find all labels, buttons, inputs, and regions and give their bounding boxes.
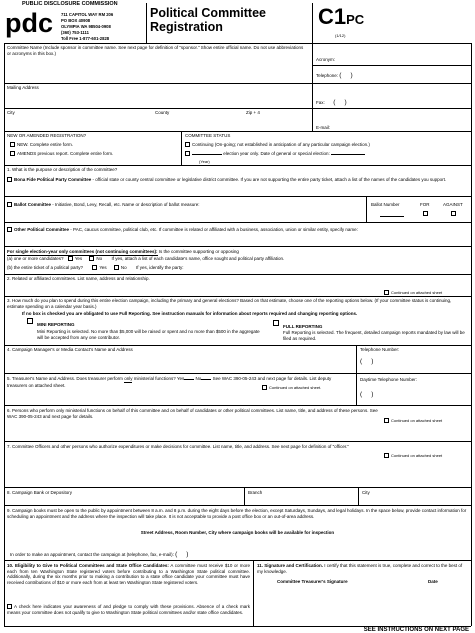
form-code-suffix: PC	[346, 12, 365, 27]
q5-attached-label: Continued on attached sheet.	[269, 385, 322, 390]
form-code-main: C1	[318, 4, 347, 29]
telephone-label: Telephone:	[316, 73, 339, 78]
q5-attached-checkbox[interactable]	[262, 385, 267, 390]
ballot-option[interactable]	[7, 202, 200, 208]
city-label: City	[7, 110, 15, 115]
fax-area-code: ( )	[326, 99, 347, 106]
election-year-option[interactable]	[185, 151, 365, 157]
year-label: (Year)	[199, 159, 210, 164]
new-checkbox[interactable]	[10, 142, 15, 147]
q6-attached-checkbox[interactable]	[384, 418, 389, 423]
fax-label: Fax:	[316, 100, 325, 105]
q9-contact[interactable]	[10, 551, 188, 559]
q5-only: only	[124, 376, 133, 381]
q5-daytime-phone[interactable]	[360, 377, 417, 399]
q-b-label: (b) the entire ticket of a political party?	[7, 265, 84, 270]
other-title: Other Political Committee	[14, 227, 70, 232]
pdc-logo	[4, 10, 60, 40]
bona-fide-title: Bona Fide Political Party Committee	[14, 177, 92, 182]
full-text: Full Reporting is selected. The frequent, detailed campaign reports mandated by law will be filed as required.	[283, 330, 465, 341]
bona-fide-checkbox[interactable]	[7, 177, 12, 182]
q7-attached[interactable]	[384, 453, 442, 458]
new-option[interactable]	[10, 142, 73, 148]
election-year-label: election year only. Date of general or special election:	[223, 151, 330, 156]
form-title-line2: Registration	[150, 20, 223, 34]
full-title: FULL REPORTING	[283, 324, 323, 329]
ballot-text: - Initiative, Bond, Levy, Recall, etc. Name or description of ballot measure:	[52, 202, 200, 207]
q5-see: See WAC 390-05-243 and next page for details. List deputy treasurers on attached sheet.	[7, 376, 332, 388]
amends-checkbox[interactable]	[10, 151, 15, 156]
mini-text: Mini Reporting is selected. No more than $5,000 will be raised or spent and no more than $500 in the aggregate will be accepted from any one contributor.	[37, 329, 260, 340]
ballot-checkbox[interactable]	[7, 202, 12, 207]
svg-text:pdc: pdc	[5, 10, 54, 38]
agency-address	[61, 12, 113, 42]
single-text: Is the committee supporting or opposing	[158, 249, 239, 254]
against-label: AGAINST	[443, 202, 463, 207]
email-label: E-mail:	[316, 125, 331, 130]
address-line: Toll Free 1-877-601-2828	[61, 36, 110, 42]
q10-title: 10. Eligibility to Give to Political Committees and State Office Candidates:	[7, 563, 169, 568]
address-line: PO BOX 40908	[61, 18, 91, 24]
full-reporting-box[interactable]	[273, 320, 279, 326]
q5-yes-input[interactable]	[184, 379, 194, 380]
q-a-hint: If yes, attach a list of each candidate's name, office sought and political party affiliation.	[111, 256, 285, 261]
q5-attached[interactable]	[262, 385, 321, 390]
q5-text2: ministerial functions?	[133, 376, 176, 381]
q10-block	[7, 563, 250, 586]
q11-title: 11. Signature and Certification.	[257, 563, 324, 568]
question-a	[7, 256, 284, 262]
bona-fide-option[interactable]	[7, 177, 469, 183]
address-line: OLYMPIA WA 98504-0908	[61, 24, 111, 30]
form-date: (1/12)	[335, 33, 346, 38]
q10-text: A committee must receive $10 or more each from ten Washington State registered voters before contributing to a Washington State political committee. Additionally, during the six months prior to making a contribution to a state office candidate your committee must have received contributions of $10 or more each from at least ten Washington State registered voters.	[7, 563, 250, 585]
q5-text1: 5. Treasurer's Name and Address. Does treasurer perform	[7, 376, 123, 381]
ballot-number-input[interactable]	[380, 216, 404, 217]
q2-attached[interactable]	[384, 290, 442, 295]
continuing-label: Continuing (On-going; not established in anticipation of any particular campaign election.)	[192, 142, 370, 147]
other-checkbox[interactable]	[7, 227, 12, 232]
q5-yes-label: Yes	[176, 376, 185, 381]
q10-pledge-checkbox[interactable]	[7, 604, 12, 609]
for-checkbox[interactable]	[423, 211, 428, 216]
q7-label: 7. Committee Officers and other persons who authorize expenditures or make decisions for committee. List name, title, and address. See next page for definition of "officer."	[7, 444, 349, 449]
single-title: For single election-year only committees (not continuing committees):	[7, 249, 158, 254]
q11-signature-label: Committee Treasurer's Signature	[277, 579, 348, 584]
q6-attached-label: Continued on attached sheet	[391, 418, 443, 423]
q11-date-label: Date	[428, 579, 438, 584]
agency-name: PUBLIC DISCLOSURE COMMISSION	[22, 1, 118, 7]
q8-bank-label: 8. Campaign Bank or Depository	[7, 490, 73, 495]
pdc-logo-icon	[4, 10, 60, 40]
q11-signature-input[interactable]	[262, 572, 412, 578]
q4-phone-label: Telephone Number:	[360, 347, 400, 352]
q11-date-input[interactable]	[418, 572, 466, 578]
other-text: - PAC, caucus committee, political club, etc. If committee is related or affiliated with a business, association, union or similar entity, specify name:	[70, 227, 358, 232]
address-line: (360) 753-1111	[61, 30, 89, 36]
question-b	[7, 265, 183, 271]
registration-heading: NEW OR AMENDED REGISTRATION?	[7, 133, 87, 138]
q5-daytime-label: Daytime Telephone Number:	[360, 377, 417, 382]
q11-text: I certify that this statement is true, complete and correct to the best of my knowledge.	[257, 563, 463, 574]
single-election-block	[7, 249, 469, 256]
q-a-yes-checkbox[interactable]	[68, 256, 73, 261]
telephone-field[interactable]	[316, 72, 353, 80]
q10-pledge-label: A check here indicates your awareness of and pledge to comply with these provisions. Absence of a check mark means your committee does not qualify to give to Washington State political committees and/or state office candidates.	[7, 604, 250, 615]
q-a-no-label: No	[96, 256, 103, 261]
q4-area-code: ( )	[360, 357, 374, 365]
acronym-label: Acronym:	[316, 57, 336, 62]
continuing-checkbox[interactable]	[185, 142, 190, 147]
status-heading: COMMITTEE STATUS	[185, 133, 231, 138]
q4-label: 4. Campaign Manager's or Media Contact's Name and Address	[7, 347, 133, 352]
area-code: ( )	[339, 72, 353, 79]
q2-attached-label: Continued on attached sheet	[391, 290, 443, 295]
q9-label: 9. Campaign books must be open to the public by appointment between 8 a.m. and 8 p.m. during the eight days before the election, except Saturdays, Sundays, and legal holidays. In the space below, provide contact information for scheduling an appointment and the address where the inspection will take place. It is not acceptable to provide a post office box or an out-of-area address.	[7, 508, 467, 519]
q-b-hint: If yes, identify the party:	[135, 265, 184, 270]
q4-phone[interactable]	[360, 347, 399, 366]
form-title-line1: Political Committee	[150, 6, 266, 20]
q9-street: Street Address, Room Number, City where campaign books will be available for inspection	[140, 530, 335, 535]
q6-attached[interactable]	[384, 418, 442, 423]
q5-no-input[interactable]	[201, 379, 211, 380]
mailing-address-label: Mailing Address	[7, 85, 39, 90]
q8-city-label: City	[362, 490, 370, 495]
q8-branch-label: Branch	[248, 490, 263, 495]
q3-label: 3. How much do you plan to spend during this entire election campaign, including the primary and general elections? Based on that estimate, choose one of the reporting options below. (If your committee status is continuing, estimate spending on a calendar year basis.)	[7, 298, 452, 309]
q9-area-code: ( )	[175, 551, 189, 558]
election-date-input[interactable]	[331, 154, 365, 155]
ballot-number-label: Ballot Number	[371, 202, 400, 207]
fax-field[interactable]	[316, 99, 347, 107]
mini-title: MINI REPORTING	[37, 322, 75, 327]
ballot-title: Ballot Committee	[14, 202, 52, 207]
q-b-yes-label: Yes	[99, 265, 107, 270]
year-input[interactable]	[192, 154, 222, 155]
q5-area-code: ( )	[360, 390, 374, 398]
q2-label: 2. Related or affiliated committees. List name, address and relationship.	[7, 276, 150, 281]
q3-warning: If no box is checked you are obligated to use Full Reporting. See instruction manuals for information about reports required and changing reporting options.	[22, 311, 358, 316]
q-a-label: (a) one or more candidates?	[7, 256, 64, 261]
q6-label: 6. Persons who perform only ministerial functions on behalf of this committee and on behalf of candidates or other political committees. List name, title, and address of these persons. See WAC 390-05-243 and next page for details.	[7, 408, 378, 419]
committee-name-label: Committee Name (Include sponsor in committee name. See next page for definition of "sponsor." Show entire official name. Do not use abbreviations or acronyms in this box.)	[7, 45, 304, 56]
continuing-option[interactable]	[185, 142, 370, 148]
q-b-no-label: No	[120, 265, 127, 270]
amends-label: AMENDS previous report. Complete entire form.	[17, 151, 114, 156]
form-title	[150, 6, 266, 34]
q5-no-label: No	[195, 376, 202, 381]
q-b-yes-checkbox[interactable]	[92, 265, 97, 270]
zip-label: Zip + 4	[246, 110, 260, 115]
q1-label: 1. What is the purpose or description of the committee?	[7, 167, 118, 172]
footer-instructions: SEE INSTRUCTIONS ON NEXT PAGE	[363, 627, 469, 633]
against-checkbox[interactable]	[451, 211, 456, 216]
q7-attached-checkbox[interactable]	[384, 453, 389, 458]
new-label: NEW. Complete entire form.	[17, 142, 74, 147]
other-option[interactable]	[7, 227, 469, 233]
bona-fide-text: - official state or county central committee or legislative district committee. If you are not supporting the entire party ticket, attach a list of the names of the candidates you support.	[92, 177, 447, 182]
form-code	[318, 4, 364, 30]
q2-attached-checkbox[interactable]	[384, 290, 389, 295]
address-line: 711 CAPITOL WAY RM 206	[61, 12, 114, 17]
amends-option[interactable]	[10, 151, 113, 157]
q-b-no-checkbox[interactable]	[114, 265, 119, 270]
q-a-no-checkbox[interactable]	[89, 256, 94, 261]
election-year-checkbox[interactable]	[185, 151, 190, 156]
q9-contact-label: In order to make an appointment, contact the campaign at (telephone, fax, e-mail):	[10, 552, 174, 557]
q-a-yes-label: Yes	[74, 256, 83, 261]
county-label: County	[155, 110, 170, 115]
q10-pledge[interactable]	[7, 604, 250, 615]
mini-reporting-box[interactable]	[27, 318, 33, 324]
q7-attached-label: Continued on attached sheet	[391, 453, 443, 458]
for-label: FOR	[420, 202, 430, 207]
